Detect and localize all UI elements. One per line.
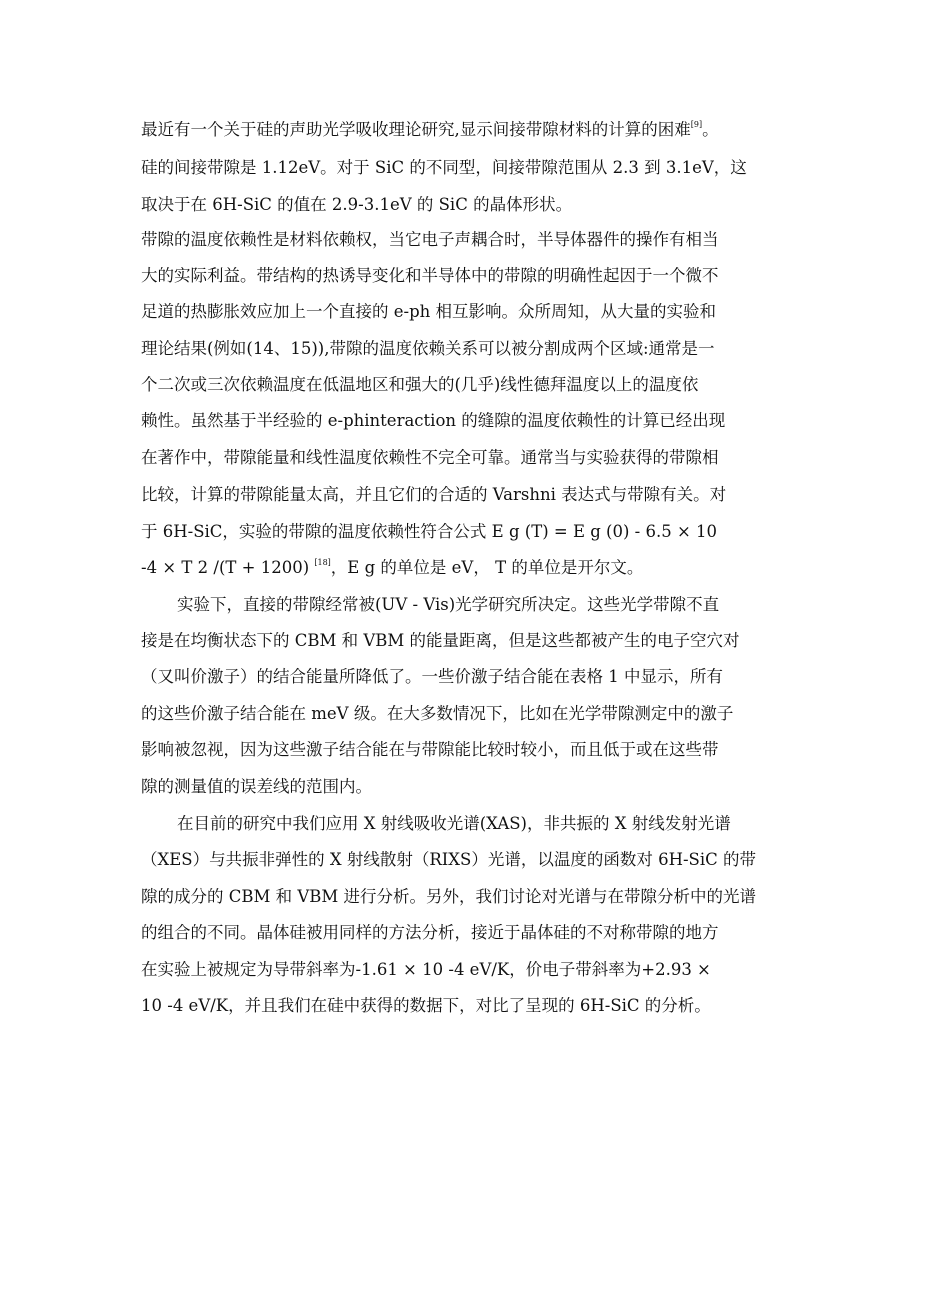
paragraph-2-line-6: 赖性。虽然基于半经验的 e-phinteraction 的缝隙的温度依赖性的计算已经出现 — [141, 411, 726, 430]
citation-ref: [9] — [690, 120, 703, 129]
paragraph-1-line-1 — [141, 120, 719, 140]
paragraph-2-line-8: 比较，计算的带隙能量太高，并且它们的合适的 Varshni 表达式与带隙有关。对 — [141, 485, 727, 504]
paragraph-4-line-4: 的组合的不同。晶体硅被用同样的方法分析，接近于晶体硅的不对称带隙的地方 — [141, 923, 719, 942]
paragraph-4-line-5: 在实验上被规定为导带斜率为-1.61 × 10 -4 eV/K，价电子带斜率为+2.93 × — [141, 960, 711, 979]
text: ，E g 的单位是 eV， T 的单位是开尔文。 — [330, 558, 644, 577]
paragraph-3-line-3: （又叫价激子）的结合能量所降低了。一些价激子结合能在表格 1 中显示，所有 — [141, 667, 723, 686]
paragraph-3-line-6: 隙的测量值的误差线的范围内。 — [141, 777, 372, 796]
paragraph-1-line-2: 硅的间接带隙是 1.12eV。对于 SiC 的不同型，间接带隙范围从 2.3 到 3.1eV，这 — [141, 158, 747, 177]
paragraph-3-line-1: 实验下，直接的带隙经常被(UV - Vis)光学研究所决定。这些光学带隙不直 — [177, 595, 720, 614]
paragraph-2-line-3: 足道的热膨胀效应加上一个直接的 e-ph 相互影响。众所周知，从大量的实验和 — [141, 302, 717, 321]
paragraph-2-line-4: 理论结果(例如(14、15)),带隙的温度依赖关系可以被分割成两个区域:通常是一 — [141, 339, 715, 358]
paragraph-4-line-1: 在目前的研究中我们应用 X 射线吸收光谱(XAS)，非共振的 X 射线发射光谱 — [177, 814, 731, 833]
paragraph-4-line-2: （XES）与共振非弹性的 X 射线散射（RIXS）光谱，以温度的函数对 6H-SiC 的带 — [141, 850, 756, 869]
paragraph-3-line-4: 的这些价激子结合能在 meV 级。在大多数情况下，比如在光学带隙测定中的激子 — [141, 704, 734, 723]
paragraph-2-line-10 — [141, 558, 643, 578]
paragraph-3-line-5: 影响被忽视，因为这些激子结合能在与带隙能比较时较小，而且低于或在这些带 — [141, 740, 719, 759]
citation-ref: [18] — [314, 558, 331, 567]
paragraph-4-line-3: 隙的成分的 CBM 和 VBM 进行分析。另外，我们讨论对光谱与在带隙分析中的光谱 — [141, 887, 757, 906]
paragraph-2-line-9: 于 6H-SiC，实验的带隙的温度依赖性符合公式 E g (T) = E g (0) - 6.5 × 10 — [141, 522, 718, 541]
paragraph-2-line-5: 个二次或三次依赖温度在低温地区和强大的(几乎)线性德拜温度以上的温度依 — [141, 375, 699, 394]
paragraph-1-line-3: 取决于在 6H-SiC 的值在 2.9-3.1eV 的 SiC 的晶体形状。 — [141, 195, 573, 214]
formula-text: -4 × T 2 /(T + 1200) — [141, 558, 315, 577]
paragraph-4-line-6: 10 -4 eV/K，并且我们在硅中获得的数据下，对比了呈现的 6H-SiC 的分析。 — [141, 996, 711, 1015]
text: 最近有一个关于硅的声助光学吸收理论研究,显示间接带隙材料的计算的困难 — [141, 120, 691, 139]
text: 。 — [702, 120, 719, 139]
paragraph-3-line-2: 接是在均衡状态下的 CBM 和 VBM 的能量距离，但是这些都被产生的电子空穴对 — [141, 631, 740, 650]
paragraph-2-line-2: 大的实际利益。带结构的热诱导变化和半导体中的带隙的明确性起因于一个微不 — [141, 266, 719, 285]
paragraph-2-line-7: 在著作中，带隙能量和线性温度依赖性不完全可靠。通常当与实验获得的带隙相 — [141, 448, 719, 467]
paragraph-2-line-1: 带隙的温度依赖性是材料依赖权，当它电子声耦合时，半导体器件的操作有相当 — [141, 230, 719, 249]
